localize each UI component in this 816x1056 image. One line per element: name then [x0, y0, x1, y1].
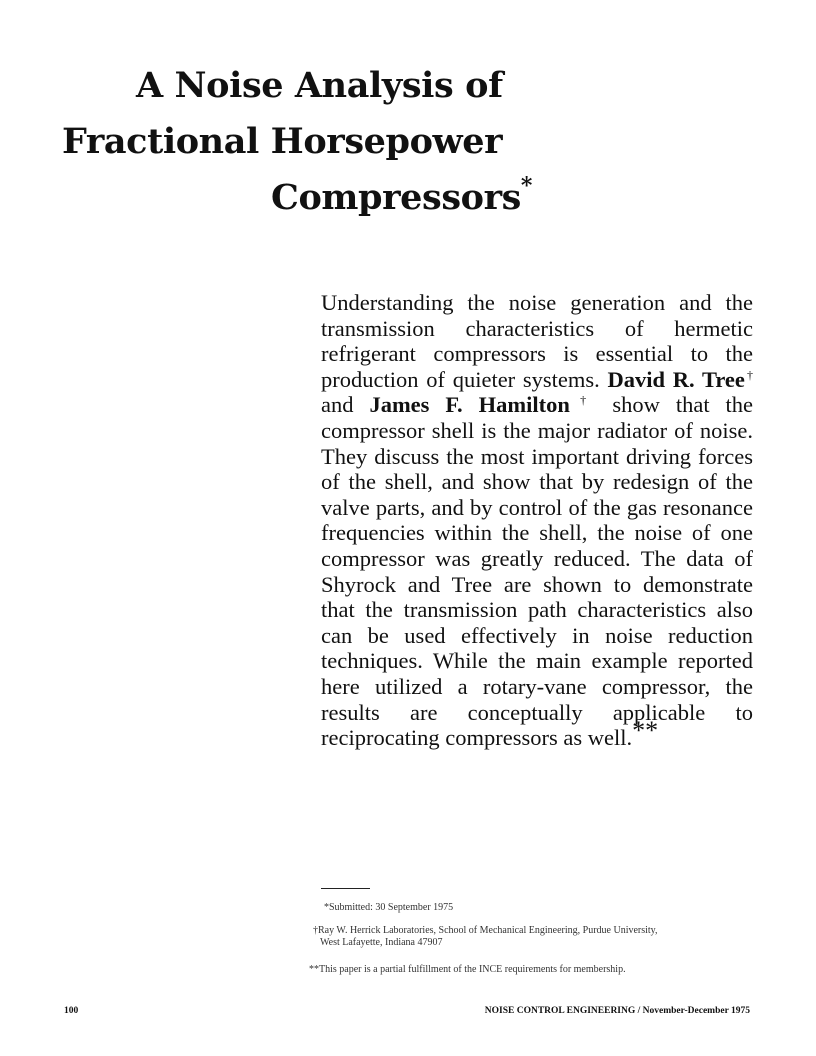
- author-1: David R. Tree: [607, 366, 745, 392]
- author-2: James F. Hamilton: [369, 392, 570, 418]
- abstract-intro: Understanding the noise generation and the transmission characteristics of hermetic refrigerant compressors is essential to the production of quieter systems.: [321, 290, 753, 392]
- article-title: [40, 58, 562, 226]
- author-1-mark: †: [744, 367, 754, 382]
- footnote-submitted: *Submitted: 30 September 1975: [324, 902, 454, 913]
- footnote-affiliation: [313, 925, 761, 949]
- page-number: 100: [64, 1006, 79, 1016]
- title-footnote-mark: *: [520, 173, 533, 199]
- footnote-affiliation-line-2: West Lafayette, Indiana 47907: [320, 937, 443, 948]
- title-line-1: A Noise Analysis of: [136, 65, 503, 106]
- footnote-affiliation-line-1: †Ray W. Herrick Laboratories, School of Mechanical Engineering, Purdue University,: [313, 925, 658, 936]
- title-line-3-text: Compressors: [271, 177, 521, 218]
- title-line-3: [40, 170, 562, 226]
- author-conjunction: and: [321, 392, 354, 418]
- abstract-end-mark: **: [632, 716, 659, 746]
- abstract-body: show that the compressor shell is the major radiator of noise. They discuss the most important driving forces of the shell, and show that by redesign of the valve parts, and by control of the gas resonance frequencies within the shell, the noise of one compressor was greatly reduced. The data of Shyrock and Tree are shown to demonstrate that the transmission path characteristics also can be used effectively in noise reduction techniques. While the main example reported here utilized a rotary-vane compressor, the results are conceptually applicable to reciprocating compressors as well.: [321, 392, 754, 751]
- footnote-divider: [321, 888, 370, 889]
- title-line-2: Fractional Horsepower: [62, 121, 503, 162]
- abstract: [321, 290, 753, 751]
- author-2-mark: †: [569, 393, 597, 408]
- journal-footer: NOISE CONTROL ENGINEERING / November-December 1975: [484, 1006, 750, 1016]
- footnote-membership: **This paper is a partial fulfillment of the INCE requirements for membership.: [309, 964, 626, 975]
